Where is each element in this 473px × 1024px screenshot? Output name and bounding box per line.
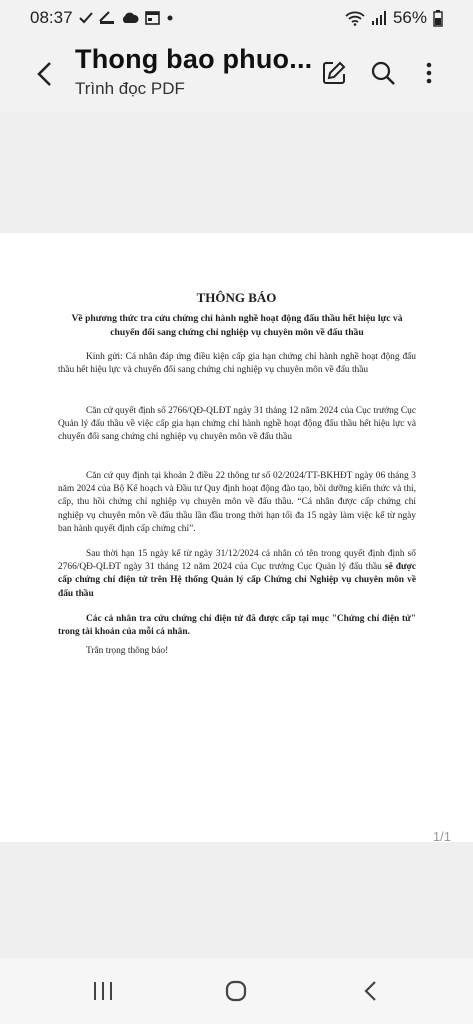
check-icon bbox=[79, 11, 93, 25]
doc-subheading: Về phương thức tra cứu chứng chỉ hành nghề hoạt động đấu thầu hết hiệu lực và chuyển đổi sang chứng chỉ nghiệp vụ chuyên môn về đấu thầu bbox=[71, 313, 403, 338]
recents-icon bbox=[92, 981, 114, 1001]
paragraph-closing: Trân trọng thông báo! bbox=[86, 646, 169, 656]
paragraph-lookup: Các cá nhân tra cứu chứng chỉ điện tử đã được cấp tại mục "Chứng chỉ điện tử" trong tài khoản của mỗi cá nhân. bbox=[58, 614, 416, 638]
status-left bbox=[30, 8, 174, 28]
pdf-page[interactable] bbox=[0, 233, 473, 842]
battery-icon bbox=[433, 10, 443, 27]
back-button[interactable] bbox=[28, 58, 60, 90]
doc-heading: THÔNG BÁO bbox=[196, 290, 277, 305]
search-button[interactable] bbox=[368, 58, 398, 88]
app-bar bbox=[0, 36, 473, 112]
wifi-icon bbox=[345, 10, 365, 26]
cloud-icon bbox=[121, 12, 139, 24]
signal-icon bbox=[371, 10, 387, 26]
navigation-bar bbox=[0, 958, 473, 1024]
battery-percent: 56% bbox=[392, 8, 427, 27]
paragraph-issuance-bold: sẽ được cấp chứng chỉ điện tử trên Hệ thống Quản lý cấp Chứng chỉ Nghiệp vụ chuyên môn về đấu thầu bbox=[58, 562, 416, 599]
home-button[interactable] bbox=[221, 978, 251, 1004]
status-time: 08:37 bbox=[30, 8, 73, 27]
paragraph-decision: Căn cứ quyết định số 2766/QĐ-QLĐT ngày 31 tháng 12 năm 2024 của Cục trưởng Cục Quản lý đấu thầu về việc cấp gia hạn chứng chỉ hành nghề hoạt động đấu thầu hết hiệu lực và chuyển đổi sang chứng chỉ nghiệp vụ chuyên môn về đấu thầu bbox=[58, 406, 416, 443]
viewer-background-top bbox=[0, 112, 473, 233]
viewer-background-bottom bbox=[0, 842, 473, 958]
paragraph-greeting: Kính gửi: Cá nhân đáp ứng điều kiện cấp gia hạn chứng chỉ hành nghề hoạt động đấu thầu hết hiệu lực và chuyển đổi sang chứng chỉ nghiệp vụ chuyên môn về đấu thầu bbox=[58, 352, 416, 376]
more-vert-icon bbox=[425, 61, 433, 85]
recents-button[interactable] bbox=[88, 978, 118, 1004]
edit-button[interactable] bbox=[319, 58, 349, 88]
status-right bbox=[345, 8, 443, 28]
title-area bbox=[75, 44, 315, 99]
back-icon bbox=[362, 980, 378, 1002]
edit-icon bbox=[321, 60, 347, 86]
page-indicator: 1/1 bbox=[432, 829, 451, 844]
dot-icon bbox=[166, 14, 174, 22]
more-options-button[interactable] bbox=[414, 58, 444, 88]
paragraph-issuance-text: Sau thời hạn 15 ngày kể từ ngày 31/12/2024 cá nhân có tên trong quyết định định số 2766/QĐ-QLĐT ngày 31 tháng 12 năm 2024 của Cục trưởng Cục Quản lý đấu thầu bbox=[58, 549, 416, 573]
system-back-button[interactable] bbox=[355, 978, 385, 1004]
status-bar bbox=[0, 0, 473, 36]
mail-icon bbox=[99, 11, 115, 25]
document-title: Thong bao phuo... bbox=[75, 44, 313, 74]
paragraph-issuance bbox=[58, 548, 416, 601]
chevron-left-icon bbox=[35, 61, 53, 87]
calendar-icon bbox=[145, 11, 160, 25]
home-icon bbox=[224, 979, 248, 1003]
search-icon bbox=[370, 60, 396, 86]
paragraph-regulation: Căn cứ quy định tại khoản 2 điều 22 thông tư số 02/2024/TT-BKHĐT ngày 06 tháng 3 năm 2024 của Bộ Kế hoạch và Đầu tư Quy định hoạt động đào tạo, bồi dưỡng kiến thức và thi, cấp, thu hồi chứng chỉ nghiệp vụ chuyên môn về đấu thầu. “Cá nhân được cấp chứng chỉ nghiệp vụ chuyên môn về đấu thầu lần đầu trong thời hạn tối đa 15 ngày làm việc kể từ ngày ban hành quyết định cấp chứng chỉ”. bbox=[58, 471, 416, 534]
app-subtitle: Trình đọc PDF bbox=[75, 79, 185, 98]
